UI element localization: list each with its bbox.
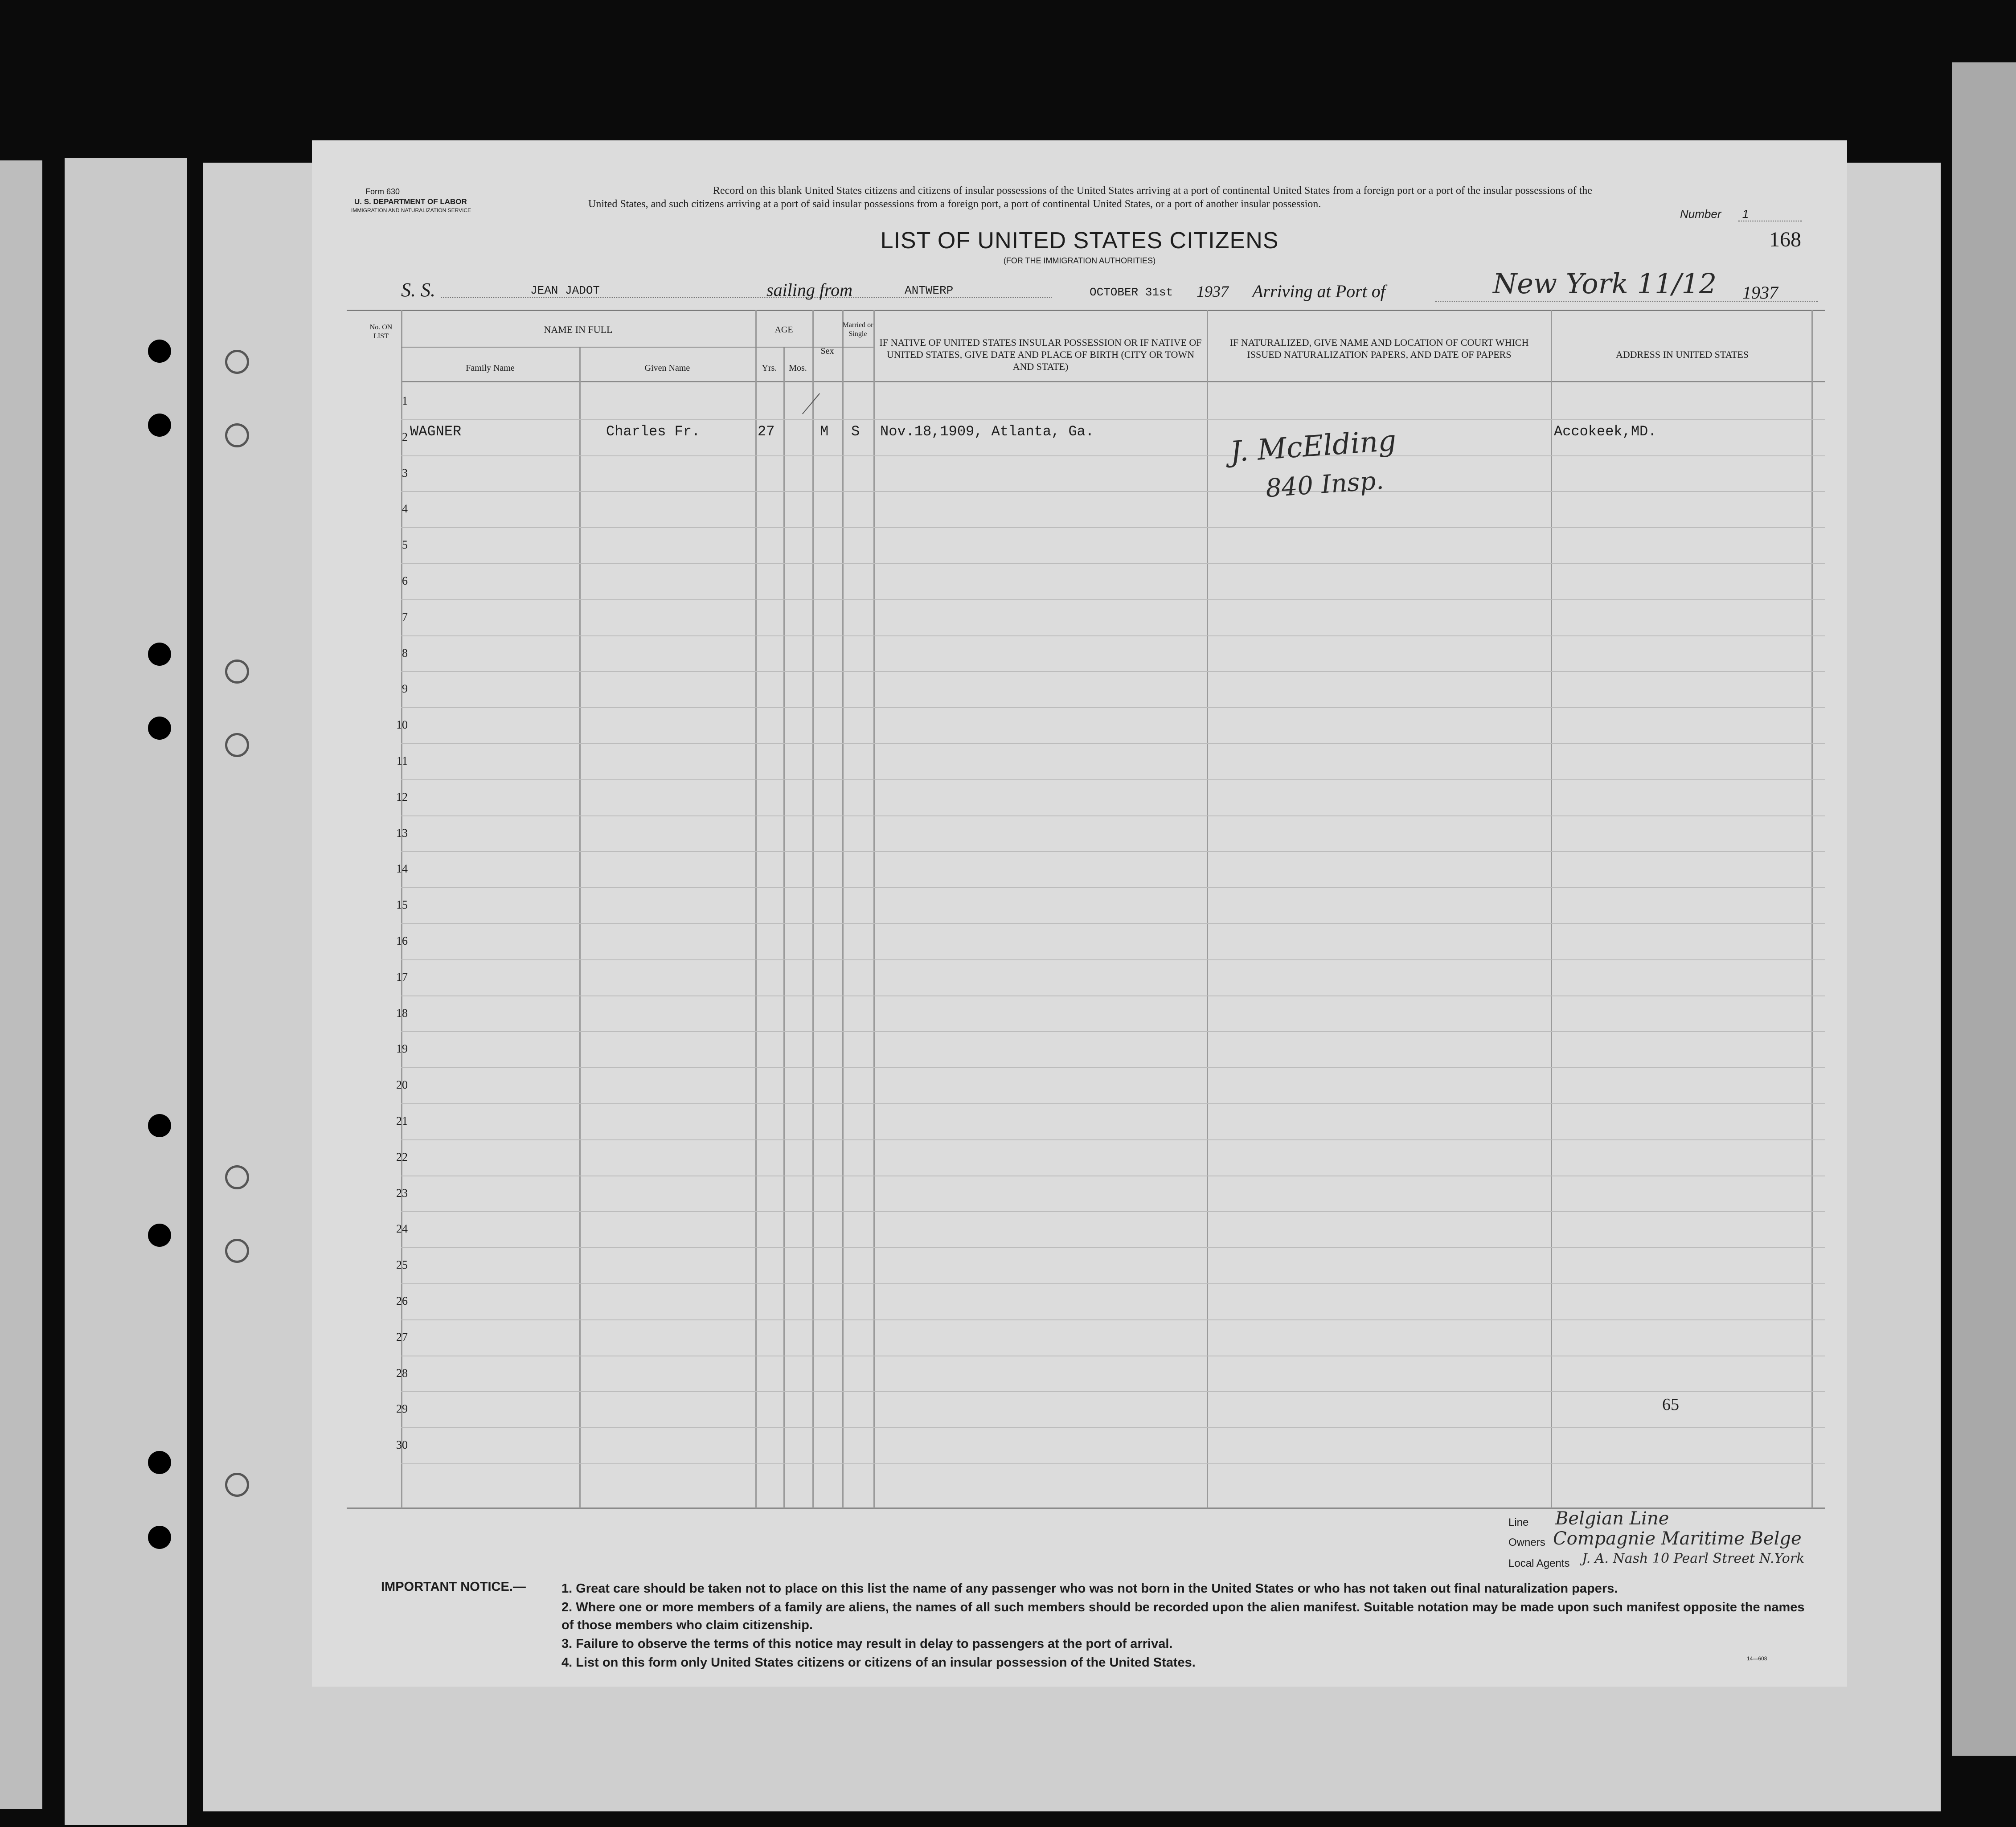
port-from: ANTWERP — [905, 284, 954, 297]
row-number: 7 — [402, 610, 408, 623]
row-number: 12 — [396, 791, 408, 803]
header-given-name: Given Name — [644, 363, 690, 373]
col-divider — [873, 310, 875, 1508]
row-number: 6 — [402, 574, 408, 587]
table-row — [401, 419, 1825, 420]
row-number: 22 — [396, 1151, 408, 1163]
number-label — [1680, 207, 1802, 221]
row-number: 8 — [402, 647, 408, 660]
reinforcement-ring — [225, 1165, 249, 1189]
sailing-label: sailing from — [766, 280, 852, 300]
table-row — [401, 1283, 1825, 1284]
notice-heading: IMPORTANT NOTICE.— — [381, 1580, 526, 1594]
table-row — [401, 851, 1825, 852]
table-row — [401, 491, 1825, 492]
row-number: 18 — [396, 1007, 408, 1020]
table-top-rule — [347, 310, 1825, 311]
table-row — [401, 563, 1825, 564]
row-number: 15 — [396, 898, 408, 911]
voyage-rule — [441, 297, 1052, 298]
arriving-label: Arriving at Port of — [1252, 281, 1385, 301]
notice-item-1: 1. Great care should be taken not to place on this list the name of any passenger who was not born in the United States or who has not taken out final naturalization papers. — [561, 1581, 1618, 1596]
table-row — [401, 527, 1825, 528]
row-number: 20 — [396, 1078, 408, 1091]
binder-hole — [148, 1451, 171, 1474]
name-age-subrule — [401, 347, 873, 348]
table-row — [401, 1391, 1825, 1392]
table-row — [401, 959, 1825, 960]
binder-hole — [148, 1224, 171, 1247]
table-row — [401, 1319, 1825, 1320]
owners-label: Owners — [1508, 1536, 1545, 1548]
notice-item-3: 3. Failure to observe the terms of this notice may result in delay to passengers at the port of arrival. — [561, 1637, 1173, 1651]
ss-label: S. S. — [401, 279, 435, 301]
table-row — [401, 1139, 1825, 1140]
owners-value: Compagnie Maritime Belge — [1553, 1528, 1802, 1549]
table-row — [401, 995, 1825, 996]
row-number: 16 — [396, 934, 408, 947]
reinforcement-ring — [225, 660, 249, 684]
row-number: 4 — [402, 502, 408, 515]
year-arrival: 1937 — [1742, 283, 1778, 303]
table-row — [401, 887, 1825, 888]
print-code: 14—608 — [1747, 1655, 1767, 1662]
col-divider — [783, 347, 785, 1508]
row-number: 21 — [396, 1114, 408, 1127]
line-value: Belgian Line — [1555, 1508, 1669, 1529]
table-row — [401, 1427, 1825, 1428]
reinforcement-ring — [225, 423, 249, 447]
left-edge-strip — [0, 160, 42, 1809]
number-label-text: Number — [1680, 207, 1721, 221]
header-mos: Mos. — [789, 363, 807, 373]
row-number: 5 — [402, 538, 408, 551]
col-divider — [812, 310, 814, 1508]
page-title: LIST OF UNITED STATES CITIZENS — [880, 228, 1279, 254]
row-number: 19 — [396, 1042, 408, 1055]
table-header-rule — [401, 381, 1825, 382]
table-row — [401, 1463, 1825, 1464]
page-number: 168 — [1769, 228, 1801, 251]
form-number: Form 630 — [365, 187, 400, 196]
header-naturalized: IF NATURALIZED, GIVE NAME AND LOCATION OF COURT WHICH ISSUED NATURALIZATION PAPERS, AND DATE OF PAPERS — [1229, 337, 1529, 360]
agents-label: Local Agents — [1508, 1557, 1570, 1569]
inspector-signature: J. McElding — [1229, 424, 1397, 469]
header-age: AGE — [774, 325, 793, 335]
row-number: 2 — [402, 430, 408, 443]
service: IMMIGRATION AND NATURALIZATION SERVICE — [351, 207, 471, 213]
table-row — [401, 1031, 1825, 1032]
table-row — [401, 1247, 1825, 1248]
reinforcement-ring — [225, 1239, 249, 1263]
row-number: 24 — [396, 1222, 408, 1235]
header-sex: Sex — [820, 346, 834, 356]
row-number: 14 — [396, 862, 408, 875]
row-number: 28 — [396, 1367, 408, 1380]
department: U. S. DEPARTMENT OF LABOR — [354, 197, 467, 206]
number-value: 1 — [1738, 207, 1802, 221]
col-divider — [1207, 310, 1208, 1508]
table-row — [401, 1211, 1825, 1212]
col-divider — [579, 347, 581, 1508]
row-number: 17 — [396, 971, 408, 983]
table-row — [401, 1103, 1825, 1104]
table-row — [401, 599, 1825, 600]
table-row — [401, 635, 1825, 636]
col-divider — [842, 310, 844, 1508]
entry-sex: M — [820, 423, 829, 440]
right-edge-strip — [1952, 62, 2016, 1756]
row-number: 25 — [396, 1258, 408, 1271]
arrival-port: New York 11/12 — [1493, 267, 1717, 300]
inspector-title: 840 Insp. — [1265, 466, 1385, 504]
notice-item-2: 2. Where one or more members of a family are aliens, the names of all such members should be recorded upon the alien manifest. Suitable notation may be made upon such manifest opposite the names of those members who claim citizenship. — [561, 1600, 1805, 1632]
col-divider — [1551, 310, 1552, 1508]
binder-hole — [148, 717, 171, 740]
binder-hole — [148, 1114, 171, 1137]
check-mark — [802, 393, 820, 414]
binder-hole — [148, 414, 171, 437]
line-label: Line — [1508, 1516, 1529, 1528]
table-row — [401, 707, 1825, 708]
row-number: 27 — [396, 1331, 408, 1344]
header-family-name: Family Name — [466, 363, 515, 373]
table-row — [401, 743, 1825, 744]
header-no: No. ON LIST — [369, 324, 393, 340]
row-number: 11 — [396, 754, 408, 767]
agents-value: J. A. Nash 10 Pearl Street N.York — [1582, 1551, 1805, 1566]
entry-birth: Nov.18,1909, Atlanta, Ga. — [880, 423, 1094, 440]
header-name-in-full: NAME IN FULL — [544, 324, 613, 335]
entry-given-name: Charles Fr. — [606, 423, 701, 440]
table-row — [401, 1067, 1825, 1068]
notice-item-4: 4. List on this form only United States citizens or citizens of an insular possession of the United States. — [561, 1655, 1196, 1670]
reinforcement-ring — [225, 350, 249, 374]
entry-marital-status: S — [851, 423, 860, 440]
row-number: 23 — [396, 1187, 408, 1200]
col-divider — [1811, 310, 1813, 1508]
row-number: 30 — [396, 1438, 408, 1451]
binder-strip — [65, 158, 187, 1825]
table-row — [401, 671, 1825, 672]
row-number: 13 — [396, 827, 408, 840]
entry-address: Accokeek,MD. — [1554, 423, 1657, 440]
entry-family-name: WAGNER — [410, 423, 462, 440]
row-number: 29 — [396, 1402, 408, 1415]
header-married: Married or Single — [842, 321, 873, 338]
sailing-date: OCTOBER 31st — [1090, 286, 1173, 299]
header-address: ADDRESS IN UNITED STATES — [1615, 349, 1749, 360]
page-subtitle: (FOR THE IMMIGRATION AUTHORITIES) — [1003, 256, 1156, 265]
reinforcement-ring — [225, 1473, 249, 1497]
margin-note: 65 — [1662, 1395, 1679, 1414]
binder-hole — [148, 643, 171, 666]
form-instruction: Record on this blank United States citizens and citizens of insular possessions of the United States arriving at a port of continental United States from a foreign port or a port of the insular possessions of the United States, and such citizens arriving at a port of said insular possessions from a foreign port, a port of continental United States, or a port of another insular possession. — [588, 185, 1592, 210]
col-divider — [755, 310, 757, 1508]
reinforcement-ring — [225, 733, 249, 757]
row-number: 26 — [396, 1294, 408, 1307]
header-native: IF NATIVE OF UNITED STATES INSULAR POSSESSION OR IF NATIVE OF UNITED STATES, GIVE DATE AND PLACE OF BIRTH (CITY OR TOWN AND STATE) — [879, 337, 1202, 372]
form-sheet — [312, 140, 1847, 1687]
entry-age-years: 27 — [758, 423, 775, 440]
table-row — [401, 923, 1825, 924]
row-number: 9 — [402, 682, 408, 695]
header-yrs: Yrs. — [762, 363, 777, 373]
table-row — [401, 779, 1825, 780]
row-number: 1 — [402, 394, 408, 407]
ship-name: JEAN JADOT — [530, 284, 600, 297]
binder-hole — [148, 1526, 171, 1549]
row-number: 3 — [402, 467, 408, 479]
binder-hole — [148, 340, 171, 363]
table-row — [401, 815, 1825, 816]
row-number: 10 — [396, 718, 408, 731]
table-row — [401, 455, 1825, 456]
year-departure: 1937 — [1196, 283, 1229, 300]
